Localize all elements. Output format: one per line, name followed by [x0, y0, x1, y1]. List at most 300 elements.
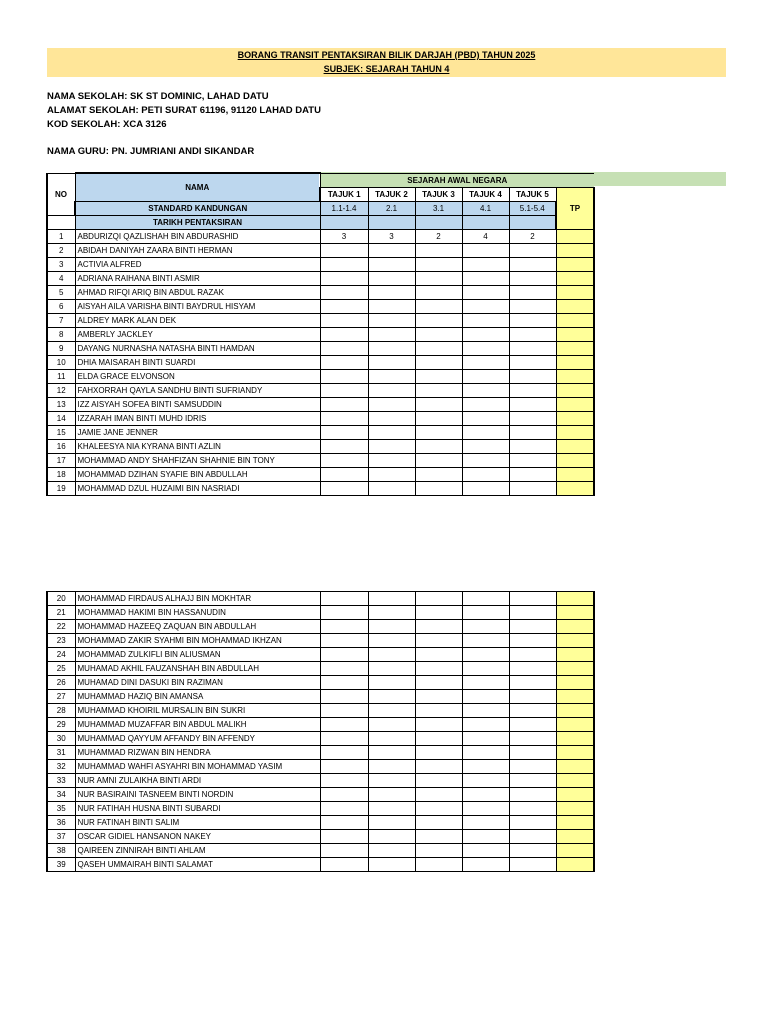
- tp-cell[interactable]: [556, 257, 594, 271]
- score-cell[interactable]: [509, 243, 556, 257]
- score-cell[interactable]: [320, 816, 368, 830]
- score-cell[interactable]: [509, 648, 556, 662]
- score-cell[interactable]: [509, 369, 556, 383]
- score-cell[interactable]: [462, 690, 509, 704]
- score-cell[interactable]: [368, 327, 415, 341]
- score-cell[interactable]: [415, 704, 462, 718]
- assessment-table-page2: [46, 591, 595, 872]
- score-cell[interactable]: [415, 341, 462, 355]
- school-name: NAMA SEKOLAH: SK ST DOMINIC, LAHAD DATU: [47, 91, 269, 102]
- score-cell[interactable]: [415, 453, 462, 467]
- score-cell[interactable]: [462, 271, 509, 285]
- score-cell[interactable]: [462, 746, 509, 760]
- score-cell[interactable]: [415, 481, 462, 495]
- student-no: 8: [47, 327, 75, 341]
- tp-cell[interactable]: [556, 816, 594, 830]
- score-cell[interactable]: [368, 634, 415, 648]
- score-cell[interactable]: [415, 732, 462, 746]
- student-name: NUR FATINAH BINTI SALIM: [75, 816, 320, 830]
- score-cell[interactable]: [415, 774, 462, 788]
- score-cell[interactable]: [462, 285, 509, 299]
- score-cell[interactable]: [462, 425, 509, 439]
- table-row: [47, 648, 594, 662]
- student-name: ABIDAH DANIYAH ZAARA BINTI HERMAN: [75, 243, 320, 257]
- score-cell[interactable]: [415, 802, 462, 816]
- score-cell[interactable]: [368, 467, 415, 481]
- table-row: [47, 383, 594, 397]
- score-cell[interactable]: [320, 774, 368, 788]
- score-cell[interactable]: [462, 634, 509, 648]
- score-cell[interactable]: [320, 299, 368, 313]
- score-cell[interactable]: [509, 327, 556, 341]
- score-cell[interactable]: [462, 397, 509, 411]
- student-no: 25: [47, 662, 75, 676]
- score-cell[interactable]: [320, 481, 368, 495]
- score-cell[interactable]: [368, 425, 415, 439]
- score-cell[interactable]: [320, 397, 368, 411]
- score-cell[interactable]: [415, 243, 462, 257]
- student-name: MUHAMMAD WAHFI ASYAHRI BIN MOHAMMAD YASIM: [75, 760, 320, 774]
- score-cell[interactable]: [320, 327, 368, 341]
- tp-cell[interactable]: [556, 746, 594, 760]
- score-cell[interactable]: [509, 355, 556, 369]
- score-cell[interactable]: [509, 704, 556, 718]
- tp-cell[interactable]: [556, 383, 594, 397]
- score-cell[interactable]: [368, 285, 415, 299]
- score-cell[interactable]: [320, 760, 368, 774]
- score-cell[interactable]: [509, 592, 556, 606]
- tp-cell[interactable]: [556, 467, 594, 481]
- table-row: [47, 313, 594, 327]
- student-no: 6: [47, 299, 75, 313]
- score-cell[interactable]: [462, 383, 509, 397]
- student-name: OSCAR GIDIEL HANSANON NAKEY: [75, 830, 320, 844]
- score-cell[interactable]: [415, 746, 462, 760]
- score-cell[interactable]: [320, 844, 368, 858]
- score-cell[interactable]: [320, 788, 368, 802]
- score-cell[interactable]: [509, 788, 556, 802]
- score-cell[interactable]: [509, 746, 556, 760]
- student-no: 10: [47, 355, 75, 369]
- score-cell[interactable]: [415, 285, 462, 299]
- score-cell[interactable]: [462, 341, 509, 355]
- tp-cell[interactable]: [556, 858, 594, 872]
- student-name: IZZARAH IMAN BINTI MUHD IDRIS: [75, 411, 320, 425]
- student-name: MUHAMMAD MUZAFFAR BIN ABDUL MALIKH: [75, 718, 320, 732]
- tp-cell[interactable]: [556, 327, 594, 341]
- student-name: ADRIANA RAIHANA BINTI ASMIR: [75, 271, 320, 285]
- score-cell[interactable]: [368, 690, 415, 704]
- score-cell[interactable]: 3: [320, 229, 368, 243]
- standard-kandungan-label: STANDARD KANDUNGAN: [75, 201, 320, 215]
- score-cell[interactable]: [368, 369, 415, 383]
- tp-cell[interactable]: [556, 802, 594, 816]
- tp-cell[interactable]: [556, 369, 594, 383]
- score-cell[interactable]: [462, 467, 509, 481]
- tp-cell[interactable]: [556, 788, 594, 802]
- score-cell[interactable]: [368, 830, 415, 844]
- score-cell[interactable]: [320, 313, 368, 327]
- score-cell[interactable]: [320, 439, 368, 453]
- student-name: QAIREEN ZINNIRAH BINTI AHLAM: [75, 844, 320, 858]
- student-no: 23: [47, 634, 75, 648]
- col-tp-header: TP: [556, 187, 594, 229]
- score-cell[interactable]: [462, 439, 509, 453]
- score-cell[interactable]: [320, 676, 368, 690]
- score-cell[interactable]: [509, 257, 556, 271]
- score-cell[interactable]: [415, 760, 462, 774]
- score-cell[interactable]: [368, 313, 415, 327]
- tp-cell[interactable]: [556, 411, 594, 425]
- score-cell[interactable]: [415, 620, 462, 634]
- score-cell[interactable]: [368, 383, 415, 397]
- score-cell[interactable]: [462, 257, 509, 271]
- score-cell[interactable]: [368, 439, 415, 453]
- score-cell[interactable]: [415, 313, 462, 327]
- score-cell[interactable]: [320, 243, 368, 257]
- score-cell[interactable]: [509, 341, 556, 355]
- score-cell[interactable]: [509, 453, 556, 467]
- score-cell[interactable]: [320, 648, 368, 662]
- tp-cell[interactable]: [556, 718, 594, 732]
- score-cell[interactable]: [368, 397, 415, 411]
- score-cell[interactable]: [320, 620, 368, 634]
- tp-cell[interactable]: [556, 341, 594, 355]
- table-row: [47, 411, 594, 425]
- student-no: 4: [47, 271, 75, 285]
- score-cell[interactable]: [462, 858, 509, 872]
- topic-1-header: TAJUK 1: [320, 187, 368, 201]
- score-cell[interactable]: [368, 704, 415, 718]
- score-cell[interactable]: [368, 718, 415, 732]
- score-cell[interactable]: [368, 355, 415, 369]
- student-name: MOHAMMAD ANDY SHAHFIZAN SHAHNIE BIN TONY: [75, 453, 320, 467]
- no-spacer-cell: [47, 215, 75, 229]
- score-cell[interactable]: [415, 858, 462, 872]
- score-cell[interactable]: [320, 453, 368, 467]
- score-cell[interactable]: [462, 648, 509, 662]
- student-name: DAYANG NURNASHA NATASHA BINTI HAMDAN: [75, 341, 320, 355]
- score-cell[interactable]: [320, 592, 368, 606]
- score-cell[interactable]: [415, 411, 462, 425]
- date-cell[interactable]: [368, 215, 415, 229]
- date-cell[interactable]: [415, 215, 462, 229]
- tp-cell[interactable]: [556, 606, 594, 620]
- score-cell[interactable]: [462, 788, 509, 802]
- score-cell[interactable]: [320, 830, 368, 844]
- score-cell[interactable]: [320, 383, 368, 397]
- table-row: [47, 425, 594, 439]
- tp-cell[interactable]: [556, 662, 594, 676]
- score-cell[interactable]: [509, 732, 556, 746]
- tp-cell[interactable]: [556, 774, 594, 788]
- score-cell[interactable]: [509, 760, 556, 774]
- score-cell[interactable]: [462, 355, 509, 369]
- score-cell[interactable]: [320, 341, 368, 355]
- score-cell[interactable]: [320, 858, 368, 872]
- tp-cell[interactable]: [556, 271, 594, 285]
- score-cell[interactable]: [415, 271, 462, 285]
- tp-cell[interactable]: [556, 355, 594, 369]
- tp-cell[interactable]: [556, 439, 594, 453]
- tp-cell[interactable]: [556, 397, 594, 411]
- score-cell[interactable]: [509, 481, 556, 495]
- table-row: [47, 369, 594, 383]
- score-cell[interactable]: 2: [415, 229, 462, 243]
- score-cell[interactable]: [368, 299, 415, 313]
- date-cell[interactable]: [320, 215, 368, 229]
- score-cell[interactable]: [462, 704, 509, 718]
- score-cell[interactable]: [320, 662, 368, 676]
- student-name: QASEH UMMAIRAH BINTI SALAMAT: [75, 858, 320, 872]
- score-cell[interactable]: [415, 425, 462, 439]
- score-cell[interactable]: [462, 718, 509, 732]
- score-cell[interactable]: [415, 606, 462, 620]
- score-cell[interactable]: [509, 285, 556, 299]
- score-cell[interactable]: [368, 620, 415, 634]
- score-cell[interactable]: [462, 453, 509, 467]
- tp-cell[interactable]: [556, 620, 594, 634]
- score-cell[interactable]: [368, 592, 415, 606]
- score-cell[interactable]: [509, 439, 556, 453]
- score-cell[interactable]: [462, 676, 509, 690]
- score-cell[interactable]: [320, 271, 368, 285]
- tp-cell[interactable]: [556, 299, 594, 313]
- score-cell[interactable]: [320, 369, 368, 383]
- score-cell[interactable]: [509, 620, 556, 634]
- score-cell[interactable]: [368, 453, 415, 467]
- student-no: 12: [47, 383, 75, 397]
- score-cell[interactable]: [368, 411, 415, 425]
- score-cell[interactable]: 4: [462, 229, 509, 243]
- score-cell[interactable]: [509, 774, 556, 788]
- score-cell[interactable]: [415, 844, 462, 858]
- score-cell[interactable]: [462, 802, 509, 816]
- score-cell[interactable]: [368, 732, 415, 746]
- score-cell[interactable]: [415, 648, 462, 662]
- student-no: 39: [47, 858, 75, 872]
- student-no: 1: [47, 229, 75, 243]
- score-cell[interactable]: [320, 690, 368, 704]
- score-cell[interactable]: [415, 257, 462, 271]
- score-cell[interactable]: [509, 662, 556, 676]
- date-cell[interactable]: [509, 215, 556, 229]
- score-cell[interactable]: [462, 243, 509, 257]
- student-no: 34: [47, 788, 75, 802]
- date-cell[interactable]: [462, 215, 509, 229]
- score-cell[interactable]: [462, 481, 509, 495]
- tp-cell[interactable]: [556, 453, 594, 467]
- topic-4-code: 4.1: [462, 201, 509, 215]
- student-name: MUHAMMAD QAYYUM AFFANDY BIN AFFENDY: [75, 732, 320, 746]
- score-cell[interactable]: [368, 257, 415, 271]
- score-cell[interactable]: [509, 313, 556, 327]
- score-cell[interactable]: [415, 369, 462, 383]
- score-cell[interactable]: [462, 327, 509, 341]
- score-cell[interactable]: [368, 606, 415, 620]
- score-cell[interactable]: [320, 802, 368, 816]
- student-no: 29: [47, 718, 75, 732]
- tp-cell[interactable]: [556, 481, 594, 495]
- student-name: ALDREY MARK ALAN DEK: [75, 313, 320, 327]
- score-cell[interactable]: 3: [368, 229, 415, 243]
- score-cell[interactable]: [415, 718, 462, 732]
- score-cell[interactable]: [462, 732, 509, 746]
- tp-cell[interactable]: [556, 313, 594, 327]
- score-cell[interactable]: [320, 634, 368, 648]
- score-cell[interactable]: [368, 481, 415, 495]
- score-cell[interactable]: [368, 760, 415, 774]
- tp-cell[interactable]: [556, 830, 594, 844]
- tp-cell[interactable]: [556, 732, 594, 746]
- score-cell[interactable]: [415, 816, 462, 830]
- score-cell[interactable]: [509, 718, 556, 732]
- score-cell[interactable]: [509, 383, 556, 397]
- score-cell[interactable]: [415, 634, 462, 648]
- score-cell[interactable]: [462, 830, 509, 844]
- student-no: 37: [47, 830, 75, 844]
- score-cell[interactable]: [462, 313, 509, 327]
- score-cell[interactable]: [368, 341, 415, 355]
- score-cell[interactable]: [320, 467, 368, 481]
- score-cell[interactable]: [320, 746, 368, 760]
- score-cell[interactable]: [509, 802, 556, 816]
- score-cell[interactable]: [415, 397, 462, 411]
- score-cell[interactable]: [320, 355, 368, 369]
- score-cell[interactable]: [509, 411, 556, 425]
- score-cell[interactable]: [462, 774, 509, 788]
- score-cell[interactable]: [509, 425, 556, 439]
- student-name: IZZ AISYAH SOFEA BINTI SAMSUDDIN: [75, 397, 320, 411]
- score-cell[interactable]: [320, 606, 368, 620]
- score-cell[interactable]: [415, 467, 462, 481]
- score-cell[interactable]: [320, 718, 368, 732]
- tp-cell[interactable]: [556, 243, 594, 257]
- score-cell[interactable]: [509, 271, 556, 285]
- table-row: [47, 285, 594, 299]
- score-cell[interactable]: [509, 676, 556, 690]
- tp-cell[interactable]: [556, 760, 594, 774]
- score-cell[interactable]: [368, 774, 415, 788]
- student-no: 21: [47, 606, 75, 620]
- score-cell[interactable]: [415, 690, 462, 704]
- table-row: [47, 257, 594, 271]
- score-cell[interactable]: [368, 243, 415, 257]
- score-cell[interactable]: [368, 271, 415, 285]
- score-cell[interactable]: [462, 299, 509, 313]
- tp-cell[interactable]: [556, 229, 594, 243]
- score-cell[interactable]: [368, 676, 415, 690]
- tp-cell[interactable]: [556, 690, 594, 704]
- score-cell[interactable]: [320, 425, 368, 439]
- score-cell[interactable]: [368, 662, 415, 676]
- table-row: [47, 453, 594, 467]
- tp-cell[interactable]: [556, 425, 594, 439]
- score-cell[interactable]: [320, 411, 368, 425]
- score-cell[interactable]: [415, 383, 462, 397]
- student-name: MOHAMMAD ZULKIFLI BIN ALIUSMAN: [75, 648, 320, 662]
- student-name: AMBERLY JACKLEY: [75, 327, 320, 341]
- topic-5-code: 5.1-5.4: [509, 201, 556, 215]
- table-row: [47, 844, 594, 858]
- score-cell[interactable]: [415, 788, 462, 802]
- col-no-header: NO: [47, 173, 75, 215]
- table-row: [47, 634, 594, 648]
- score-cell[interactable]: [509, 299, 556, 313]
- score-cell[interactable]: [368, 788, 415, 802]
- score-cell[interactable]: [368, 816, 415, 830]
- tp-cell[interactable]: [556, 704, 594, 718]
- score-cell[interactable]: [462, 369, 509, 383]
- score-cell[interactable]: [415, 355, 462, 369]
- score-cell[interactable]: [368, 746, 415, 760]
- score-cell[interactable]: [509, 816, 556, 830]
- score-cell[interactable]: [320, 732, 368, 746]
- table-row: [47, 760, 594, 774]
- score-cell[interactable]: [415, 592, 462, 606]
- tp-cell[interactable]: [556, 592, 594, 606]
- score-cell[interactable]: [509, 858, 556, 872]
- tp-cell[interactable]: [556, 844, 594, 858]
- student-no: 15: [47, 425, 75, 439]
- tp-cell[interactable]: [556, 648, 594, 662]
- score-cell[interactable]: [462, 592, 509, 606]
- score-cell[interactable]: 2: [509, 229, 556, 243]
- score-cell[interactable]: [320, 285, 368, 299]
- student-no: 30: [47, 732, 75, 746]
- table-row: [47, 467, 594, 481]
- score-cell[interactable]: [320, 704, 368, 718]
- score-cell[interactable]: [462, 606, 509, 620]
- score-cell[interactable]: [509, 830, 556, 844]
- score-cell[interactable]: [509, 467, 556, 481]
- tp-cell[interactable]: [556, 676, 594, 690]
- score-cell[interactable]: [509, 690, 556, 704]
- score-cell[interactable]: [462, 662, 509, 676]
- score-cell[interactable]: [509, 397, 556, 411]
- score-cell[interactable]: [415, 662, 462, 676]
- student-name: MOHAMMAD DZUL HUZAIMI BIN NASRIADI: [75, 481, 320, 495]
- score-cell[interactable]: [462, 760, 509, 774]
- score-cell[interactable]: [368, 648, 415, 662]
- table-row: [47, 243, 594, 257]
- score-cell[interactable]: [415, 676, 462, 690]
- score-cell[interactable]: [462, 844, 509, 858]
- score-cell[interactable]: [462, 620, 509, 634]
- student-no: 13: [47, 397, 75, 411]
- score-cell[interactable]: [415, 327, 462, 341]
- score-cell[interactable]: [368, 844, 415, 858]
- student-no: 24: [47, 648, 75, 662]
- score-cell[interactable]: [368, 802, 415, 816]
- score-cell[interactable]: [368, 858, 415, 872]
- student-no: 27: [47, 690, 75, 704]
- tp-cell[interactable]: [556, 634, 594, 648]
- score-cell[interactable]: [462, 411, 509, 425]
- score-cell[interactable]: [509, 844, 556, 858]
- score-cell[interactable]: [415, 299, 462, 313]
- table-row: [47, 830, 594, 844]
- score-cell[interactable]: [415, 830, 462, 844]
- score-cell[interactable]: [462, 816, 509, 830]
- score-cell[interactable]: [415, 439, 462, 453]
- student-no: 3: [47, 257, 75, 271]
- tp-cell[interactable]: [556, 285, 594, 299]
- student-name: MOHAMMAD HAZEEQ ZAQUAN BIN ABDULLAH: [75, 620, 320, 634]
- score-cell[interactable]: [509, 634, 556, 648]
- score-cell[interactable]: [509, 606, 556, 620]
- score-cell[interactable]: [320, 257, 368, 271]
